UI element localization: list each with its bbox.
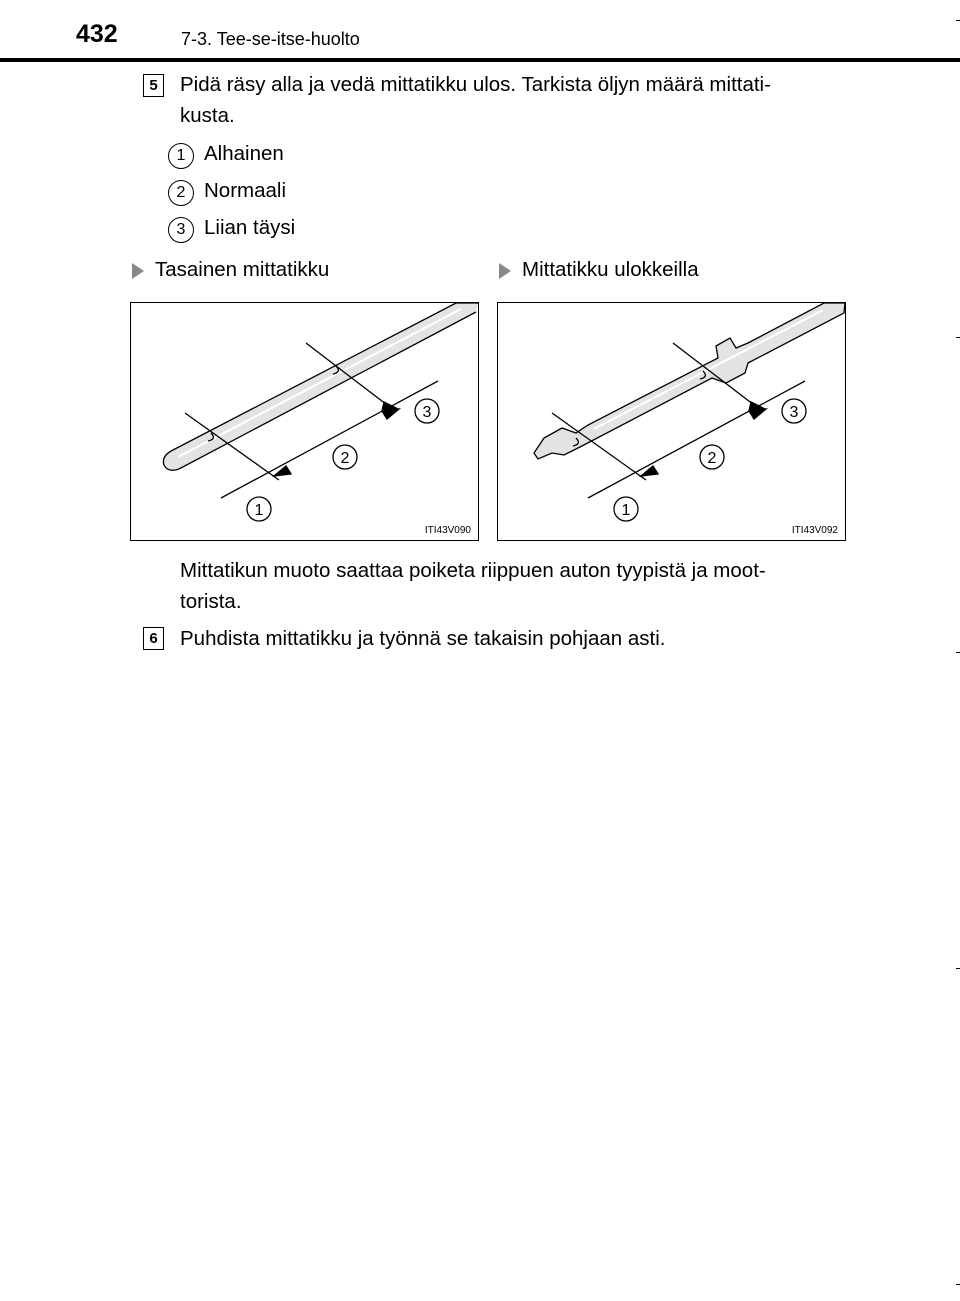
item-1-label: Alhainen — [204, 142, 284, 165]
callout-2: 2 — [707, 450, 717, 467]
callout-3: 3 — [789, 404, 799, 421]
figure-flat-dipstick — [130, 302, 479, 541]
margin-tick — [956, 968, 960, 969]
margin-tick — [956, 20, 960, 21]
figure-right-label: Mittatikku ulokkeilla — [522, 258, 699, 281]
item-3-label: Liian täysi — [204, 216, 296, 239]
triangle-bullet-icon — [499, 263, 511, 279]
step-5-marker: 5 — [143, 74, 164, 97]
section-title: 7-3. Tee-se-itse-huolto — [181, 29, 360, 49]
step-6-text: Puhdista mittatikku ja työnnä se takaisin pohjaan asti. — [180, 627, 666, 650]
margin-tick — [956, 652, 960, 653]
flat-dipstick-illustration — [131, 303, 478, 540]
callout-3: 3 — [422, 404, 432, 421]
figure-code: ITI43V092 — [791, 525, 838, 536]
margin-tick — [956, 337, 960, 338]
page-number: 432 — [76, 20, 118, 48]
callout-1: 1 — [621, 502, 631, 519]
triangle-bullet-icon — [132, 263, 144, 279]
item-2-label: Normaali — [204, 179, 287, 202]
notched-dipstick-illustration — [498, 303, 845, 540]
callout-1: 1 — [254, 502, 264, 519]
step-5-text-line2: kusta. — [180, 104, 235, 127]
figure-notched-dipstick — [497, 302, 846, 541]
note-line1: Mittatikun muoto saattaa poiketa riippuen auton tyypistä ja moot- — [180, 559, 766, 582]
callout-2: 2 — [340, 450, 350, 467]
item-3-marker: 3 — [168, 217, 194, 243]
item-2-marker: 2 — [168, 180, 194, 206]
header-divider — [0, 58, 960, 62]
figure-left-label: Tasainen mittatikku — [155, 258, 330, 281]
step-5-text-line1: Pidä räsy alla ja vedä mittatikku ulos. Tarkista öljyn määrä mittati- — [180, 73, 771, 96]
figure-code: ITI43V090 — [424, 525, 471, 536]
item-1-marker: 1 — [168, 143, 194, 169]
margin-tick — [956, 1284, 960, 1285]
note-line2: torista. — [180, 590, 242, 613]
step-6-marker: 6 — [143, 627, 164, 650]
